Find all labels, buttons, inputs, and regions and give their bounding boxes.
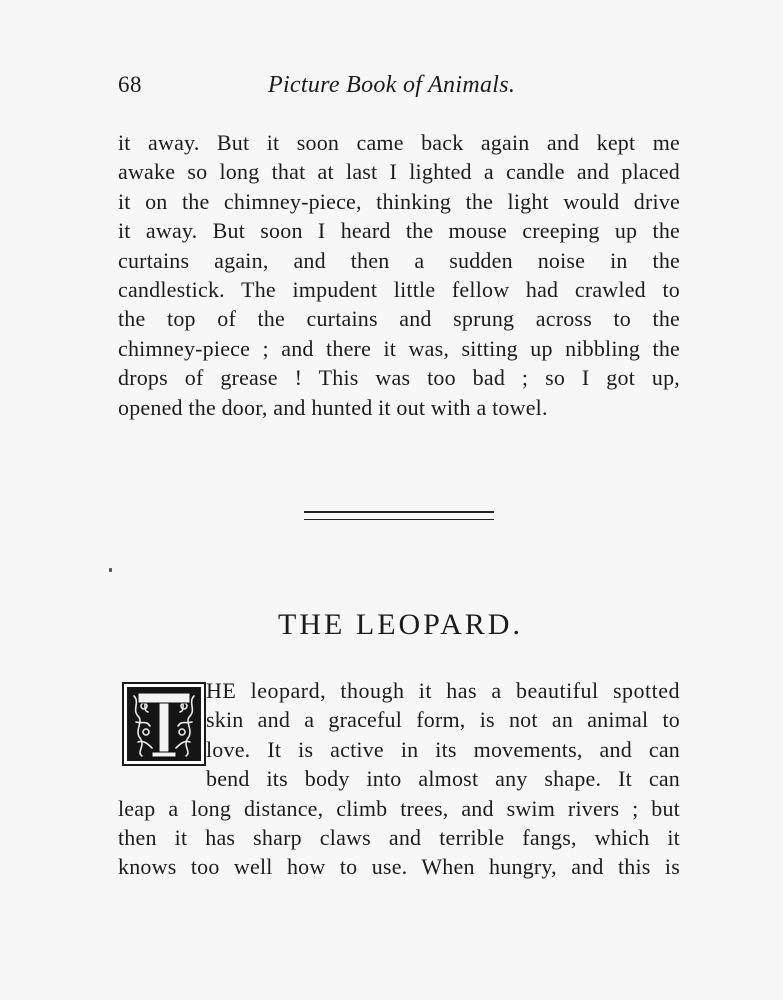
text-line: curtains again, and then a sudden noise in the (118, 247, 680, 273)
text-line: love. It is active in its movements, and can (206, 736, 680, 762)
text-line: leap a long distance, climb trees, and swim rivers ; but (118, 795, 680, 821)
page-header (118, 72, 678, 108)
text-line: it away. But soon I heard the mouse creeping up the (118, 218, 680, 244)
text-line: HE leopard, though it has a beautiful spotted (206, 678, 680, 703)
text-line: candlestick. The impudent little fellow had crawled to (118, 276, 680, 302)
previous-story-text (118, 128, 680, 422)
text-line: chimney-piece ; and there it was, sitting up nibbling the (118, 335, 680, 361)
leopard-section-text (118, 676, 680, 882)
running-title: Picture Book of Animals. (268, 72, 516, 98)
text-line: knows too well how to use. When hungry, and this is (118, 854, 680, 880)
text-line: it away. But it soon came back again and kept me (118, 130, 680, 155)
text-line: the top of the curtains and sprung across to the (118, 306, 680, 332)
page-number: 68 (118, 72, 142, 97)
text-line: bend its body into almost any shape. It can (206, 766, 680, 792)
text-line: drops of grease ! This was too bad ; so I got up, (118, 365, 680, 391)
text-line: it on the chimney-piece, thinking the light would drive (118, 188, 680, 214)
section-divider-rule (304, 511, 494, 520)
text-line: skin and a graceful form, is not an animal to (206, 707, 680, 733)
section-heading: THE LEOPARD. (278, 608, 523, 641)
text-line: then it has sharp claws and terrible fangs, which it (118, 824, 680, 850)
text-line: opened the door, and hunted it out with a towel. (118, 394, 548, 420)
print-speck (109, 568, 112, 572)
text-line: awake so long that at last I lighted a candle and placed (118, 159, 680, 185)
